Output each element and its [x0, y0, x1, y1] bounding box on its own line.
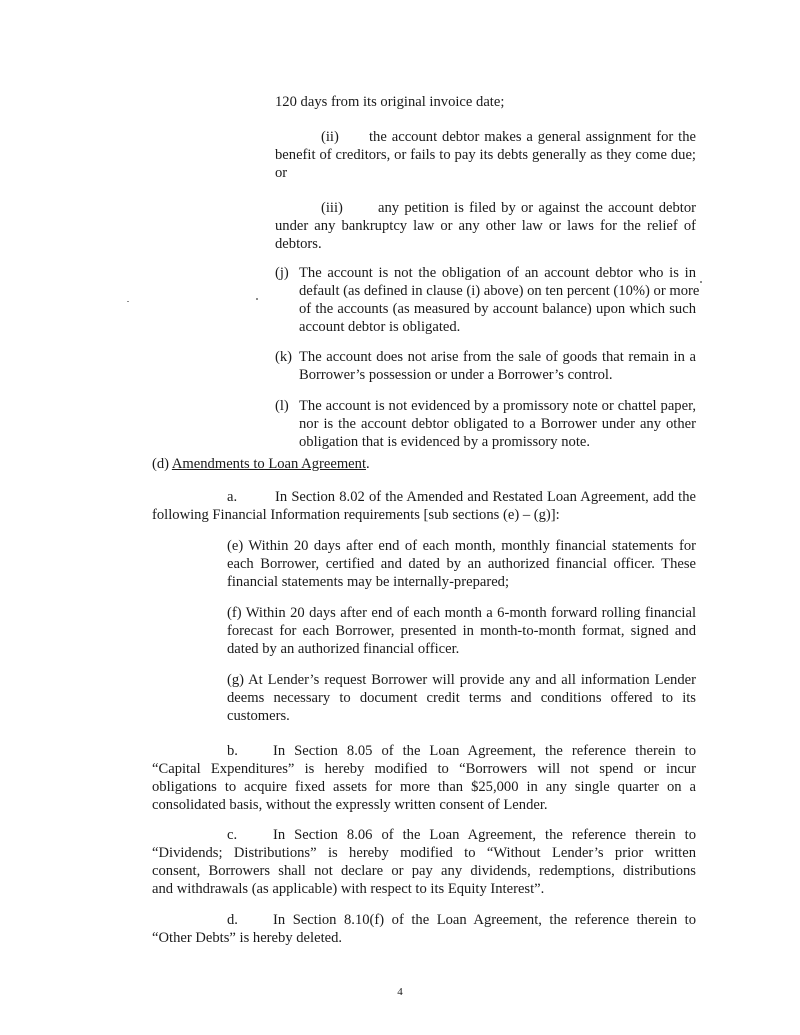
scan-speck — [700, 281, 702, 283]
text-line — [275, 128, 696, 146]
clause-body — [299, 348, 696, 384]
text-span: In Section 8.10(f) of the Loan Agreement, the reference therein to — [273, 912, 696, 928]
text-line — [152, 488, 696, 506]
subsection-g — [227, 671, 696, 725]
carry-over-line — [275, 93, 695, 111]
paragraph-label: d. — [227, 912, 238, 928]
subsection-f — [227, 604, 696, 658]
text-line: deems necessary to document credit terms and conditions offered to its — [227, 690, 696, 706]
clause-l — [275, 397, 696, 451]
text-line: financial statements may be internally-prepared; — [227, 574, 510, 590]
clause-k — [275, 348, 696, 384]
text-line: “Capital Expenditures” is hereby modified to “Borrowers will not spend or incur — [152, 761, 696, 777]
text-span: any petition is filed by or against the account debtor — [378, 200, 696, 216]
text-span: In Section 8.05 of the Loan Agreement, the reference therein to — [273, 743, 696, 759]
text-line — [152, 455, 552, 473]
text-line: following Financial Information requirements [sub sections (e) – (g)]: — [152, 507, 560, 523]
text-line: and withdrawals (as applicable) with respect to its Equity Interest”. — [152, 881, 545, 897]
text-line: The account is not the obligation of an account debtor who is in — [299, 265, 696, 281]
clause-j — [275, 264, 700, 336]
text-line: under any bankruptcy law or any other law or laws for the relief of — [275, 218, 696, 234]
text-line — [152, 911, 696, 929]
clause-label: (ii) — [321, 129, 339, 145]
clause-iii — [275, 199, 696, 253]
text-line: debtors. — [275, 236, 322, 252]
subsection-e — [227, 537, 696, 591]
text-line: consent, Borrowers shall not declare or pay any dividends, redemptions, distributions — [152, 863, 696, 879]
scan-speck — [127, 301, 129, 302]
text-line: “Other Debts” is hereby deleted. — [152, 930, 343, 946]
text-line: (g) At Lender’s request Borrower will provide any and all information Lender — [227, 672, 696, 688]
clause-body — [299, 264, 700, 336]
text-line: benefit of creditors, or fails to pay its debts generally as they come due; — [275, 147, 696, 163]
text-line — [152, 742, 696, 760]
text-line: forecast for each Borrower, presented in month-to-month format, signed and — [227, 623, 696, 639]
paragraph-label: b. — [227, 743, 238, 759]
clause-ii — [275, 128, 696, 182]
text-span: In Section 8.02 of the Amended and Restated Loan Agreement, add the — [275, 489, 696, 505]
clause-body — [299, 397, 696, 451]
text-line: account debtor is obligated. — [299, 319, 461, 335]
section-prefix: (d) — [152, 456, 170, 472]
text-line: dated by an authorized financial officer. — [227, 641, 460, 657]
text-line: (f) Within 20 days after end of each month a 6-month forward rolling financial — [227, 605, 696, 621]
text-line: The account does not arise from the sale of goods that remain in a — [299, 349, 696, 365]
scan-speck — [256, 298, 258, 300]
text-line: 120 days from its original invoice date; — [275, 94, 505, 110]
paragraph-label: c. — [227, 827, 238, 843]
section-title: Amendments to Loan Agreement — [171, 456, 367, 472]
text-line: (e) Within 20 days after end of each month, monthly financial statements for — [227, 538, 696, 554]
text-line: customers. — [227, 708, 290, 724]
clause-label: (j) — [275, 265, 289, 281]
text-span: In Section 8.06 of the Loan Agreement, the reference therein to — [273, 827, 696, 843]
text-span: the account debtor makes a general assignment for the — [369, 129, 696, 145]
paragraph-a — [152, 488, 696, 524]
text-line — [152, 826, 696, 844]
paragraph-label: a. — [227, 489, 238, 505]
text-line: of the accounts (as measured by account balance) upon which such — [299, 301, 696, 317]
text-line: or — [275, 165, 288, 181]
clause-label: (k) — [275, 349, 293, 365]
text-line: obligations to acquire fixed assets for more than $25,000 in any single quarter on a — [152, 779, 696, 795]
text-line: “Dividends; Distributions” is hereby modified to “Without Lender’s prior written — [152, 845, 696, 861]
clause-label: (l) — [275, 398, 289, 414]
paragraph-d — [152, 911, 696, 947]
paragraph-b — [152, 742, 696, 814]
text-line: nor is the account debtor obligated to a Borrower under any other — [299, 416, 696, 432]
text-line: default (as defined in clause (i) above) on ten percent (10%) or more — [299, 283, 700, 299]
clause-label: (iii) — [321, 200, 343, 216]
section-suffix: . — [366, 456, 370, 472]
paragraph-c — [152, 826, 696, 898]
text-line: The account is not evidenced by a promissory note or chattel paper, — [299, 398, 696, 414]
text-line: Borrower’s possession or under a Borrower’s control. — [299, 367, 613, 383]
text-line — [275, 199, 696, 217]
page-number: 4 — [397, 986, 403, 998]
text-line: each Borrower, certified and dated by an authorized financial officer. These — [227, 556, 696, 572]
text-line: obligation that is evidenced by a promissory note. — [299, 434, 591, 450]
section-d-heading — [152, 455, 552, 473]
text-line: consolidated basis, without the expressly written consent of Lender. — [152, 797, 548, 813]
